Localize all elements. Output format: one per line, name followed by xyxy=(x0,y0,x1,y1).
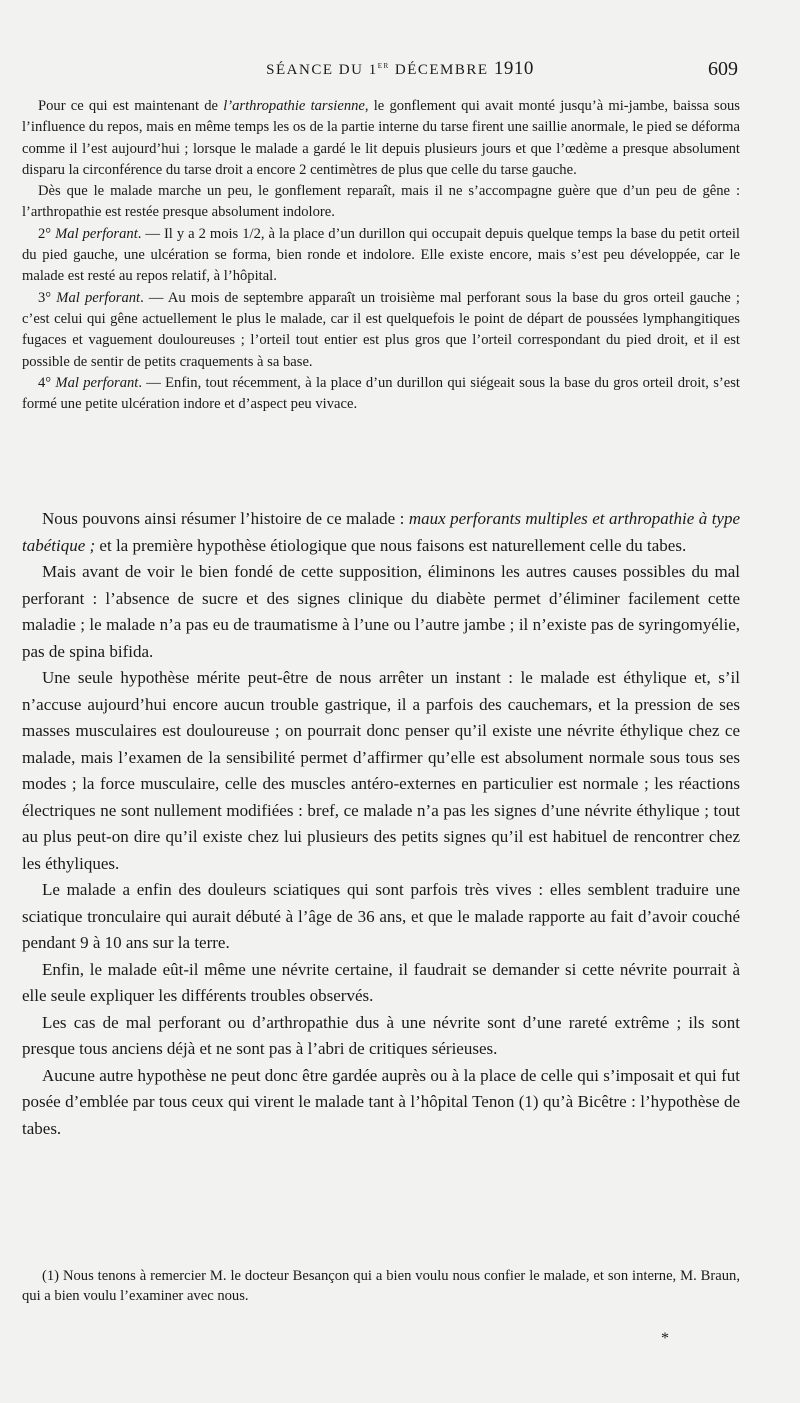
paragraph xyxy=(22,288,740,373)
text-run: 2° xyxy=(38,225,56,242)
case-details-section xyxy=(22,96,740,415)
paragraph xyxy=(22,96,740,181)
text-run: . — Enfin, tout récemment, à la place d’un durillon qui siégeait sous la base du gros orteil droit, s’est formé une petite ulcération indore et d’aspect peu vivace. xyxy=(22,374,740,413)
running-header xyxy=(0,58,800,82)
header-day: 1 xyxy=(368,62,378,78)
italic-run: Mal perforant xyxy=(55,225,138,242)
text-run: Pour ce qui est maintenant de xyxy=(38,98,224,114)
footnote-text: (1) Nous tenons à remercier M. le docteur Besançon qui a bien voulu nous confier le malade, et son interne, M. Braun, qui a bien voulu l’examiner avec nous. xyxy=(22,1268,740,1304)
text-run: Une seule hypothèse mérite peut-être de nous arrêter un instant : le malade est éthylique et, s’il n’accuse aujourd’hui encore aucun trouble gastrique, il a parfois des cauchemars, et la pression de ses masses musculaires est douloureuse ; on pourrait donc penser qu’il existe une névrite éthylique chez ce malade, mais l’examen de la sensibilité permet d’affirmer qu’elle est absolument normale sous tous ses modes ; la force musculaire, celle des muscles antéro-externes en particulier est normale ; les réactions électriques ne sont nullement modifiées : bref, ce malade n’a pas les signes d’une névrite éthylique ; tout au plus peut-on dire qu’il existe chez lui plusieurs des petits signes qu’il est habituel de rencontrer chez les éthyliques. xyxy=(22,668,740,873)
paragraph xyxy=(22,1010,740,1063)
header-month: DÉCEMBRE xyxy=(389,62,494,78)
paragraph xyxy=(22,877,740,957)
text-run: Aucune autre hypothèse ne peut donc être gardée auprès ou à la place de celle qui s’imposait et qui fut posée d’emblée par tous ceux qui virent le malade tant à l’hôpital Tenon (1) qu’à Bicêtre : l’hypothèse de tabes. xyxy=(22,1065,740,1138)
discussion-section xyxy=(22,506,740,1142)
text-run: 3° xyxy=(38,289,57,306)
text-run: Dès que le malade marche un peu, le gonflement reparaît, mais il ne s’accompagne guère que d’un peu de gêne : l’arthropathie est restée presque absolument indolore. xyxy=(22,183,740,221)
paragraph xyxy=(22,957,740,1010)
header-title xyxy=(0,58,800,80)
text-run: Mais avant de voir le bien fondé de cette supposition, éliminons les autres causes possibles du mal perforant : l’absence de sucre et des signes clinique du diabète permet d’éliminer facilement cette maladie ; le malade n’a pas eu de traumatisme à l’une ou l’autre jambe ; il n’existe pas de syringomyélie, pas de spina bifida. xyxy=(22,562,740,661)
text-run: . — Au mois de septembre apparaît un troisième mal perforant sous la base du gros orteil gauche ; c’est celui qui gêne actuellement le plus le malade, car il est quelquefois le point de départ de poussées lymphangitiques fugaces et vaguement douloureuses ; l’orteil tout entier est plus gros que l’orteil correspondant du pied droit, et il est possible de sentir de petits craquements à sa base. xyxy=(22,289,740,370)
page-number: 609 xyxy=(708,58,738,80)
header-seance: SÉANCE DU xyxy=(266,62,369,78)
paragraph xyxy=(22,506,740,559)
paragraph xyxy=(22,1063,740,1143)
header-day-suffix: er xyxy=(377,60,390,71)
paragraph xyxy=(22,373,740,416)
italic-run: l’arthropathie tarsienne xyxy=(223,98,365,114)
text-run: Nous pouvons ainsi résumer l’histoire de ce malade : xyxy=(42,509,409,528)
text-run: et la première hypothèse étiologique que nous faisons est naturellement celle du tabes. xyxy=(95,535,687,555)
text-run: , le gonflement qui avait monté jusqu’à mi-jambe, baissa sous l’influence du repos, mais en même temps les os de la partie interne du tarse firent une saillie anormale, le pied se déforma comme il l’est aujourd’hui ; lorsque le malade a gardé le lit depuis plusieurs jours et que l’œdème a presque absolument disparu la circonférence du tarse droit a encore 2 centimètres de plus que celle du tarse gauche. xyxy=(22,98,740,178)
italic-run: Mal perforant xyxy=(56,289,141,306)
text-run: Les cas de mal perforant ou d’arthropathie dus à une névrite sont d’une rareté extrême ; ils sont presque tous anciens déjà et ne sont pas à l’abri de critiques sérieuses. xyxy=(22,1012,740,1058)
text-run: Enfin, le malade eût-il même une névrite certaine, il faudrait se demander si cette névrite pourrait à elle seule expliquer les différents troubles observés. xyxy=(22,959,740,1005)
paragraph xyxy=(22,181,740,224)
text-run: . — Il y a 2 mois 1/2, à la place d’un durillon qui occupait depuis quelque temps la base du petit orteil du pied gauche, une ulcération se forma, bien ronde et indolore. Elle existe encore, mais s’est peu développée, car le malade est resté au repos relatif, à l’hôpital. xyxy=(22,225,740,285)
printer-mark: * xyxy=(661,1330,669,1347)
paragraph xyxy=(22,559,740,665)
text-run: 4° xyxy=(38,374,56,391)
italic-run: Mal perforant xyxy=(55,374,139,391)
header-year: 1910 xyxy=(493,58,534,79)
text-run: Le malade a enfin des douleurs sciatiques qui sont parfois très vives : elles semblent traduire une sciatique tronculaire qui aurait débuté à l’âge de 36 ans, et que le malade rapporte au fait d’avoir couché pendant 9 à 10 ans sur la terre. xyxy=(22,880,740,952)
italic-run: maux perforants multiples et arthropathie à type tabétique ; xyxy=(22,509,741,555)
paragraph xyxy=(22,224,740,288)
paragraph xyxy=(22,665,740,877)
footnote xyxy=(22,1266,740,1306)
